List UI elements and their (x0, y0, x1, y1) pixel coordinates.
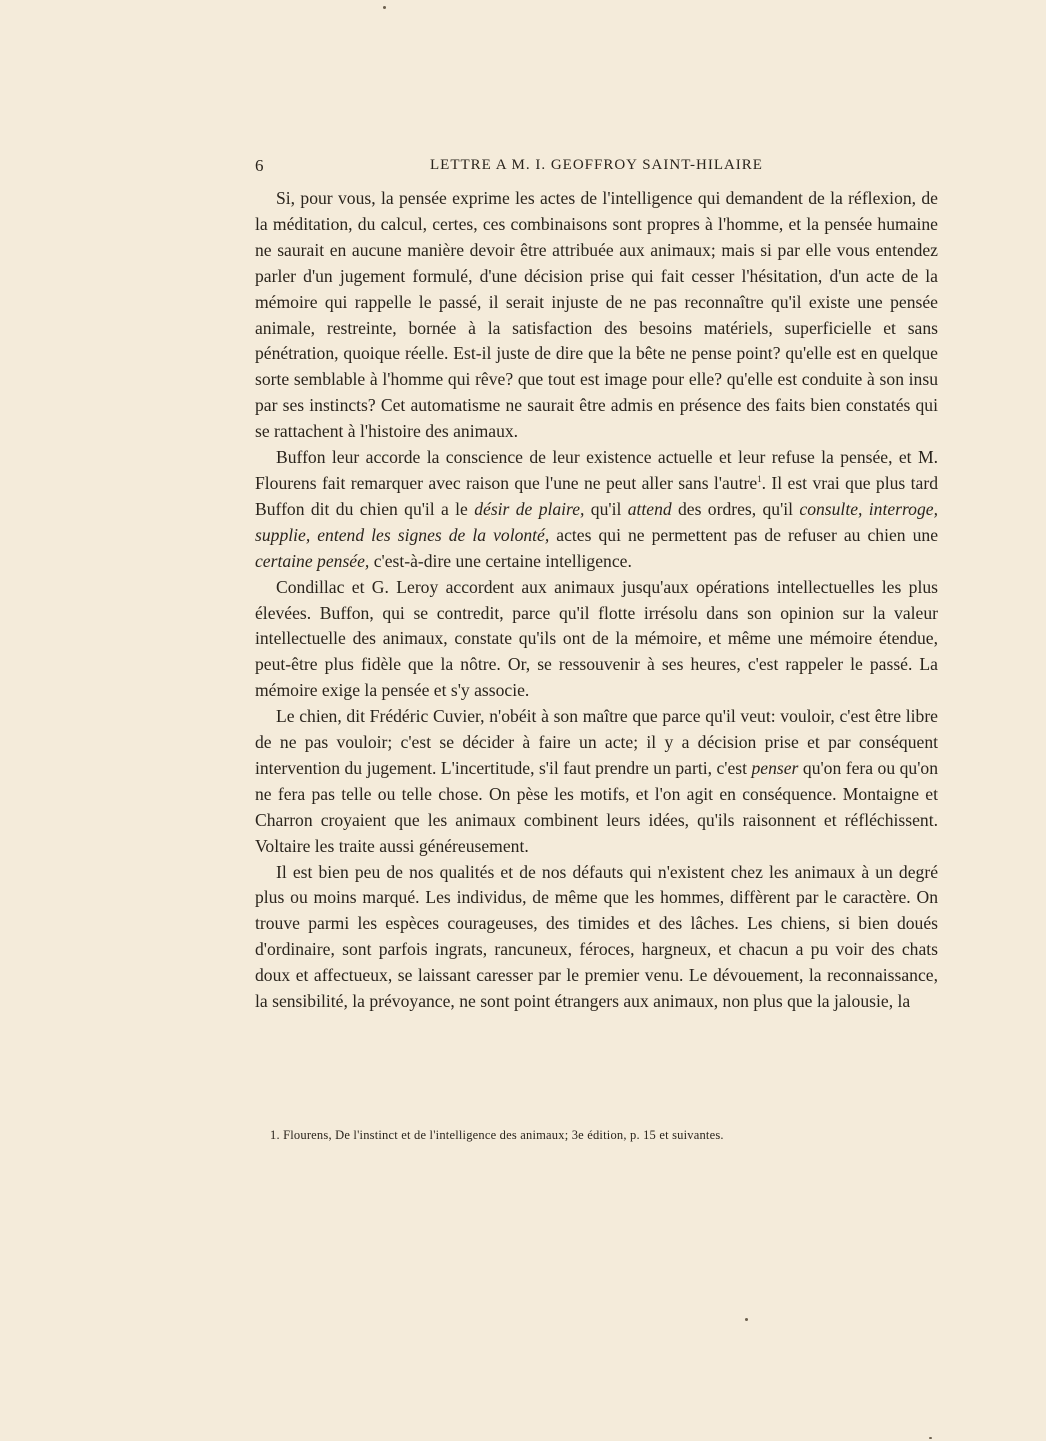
page-header (255, 156, 938, 178)
text-run: . Il est vrai que plus tard Buffon dit du chien qu'il a le (255, 472, 938, 519)
footnote: 1. Flourens, De l'instinct et de l'intelligence des animaux; 3e édition, p. 15 et suivantes. (270, 1128, 724, 1142)
text-run: actes qui ne permettent pas de refuser au chien une (549, 524, 939, 545)
italic-phrase: consulte, interroge, supplie, entend les signes de la volonté, (255, 498, 938, 545)
paper-speck (929, 1437, 932, 1439)
running-title: LETTRE A M. I. GEOFFROY SAINT-HILAIRE (430, 157, 763, 173)
text-run: qu'il (584, 498, 628, 519)
page-number: 6 (255, 156, 265, 175)
footnote-reference: 1 (757, 474, 762, 485)
text-run: des ordres, qu'il (671, 498, 800, 519)
text-run: Buffon leur accorde la conscience de leur existence actuelle et leur refuse la pensée, et M. Flourens fait remarquer avec raison que l'une ne peut aller sans l'autre (255, 447, 938, 493)
paper-speck (745, 1318, 748, 1321)
paragraph-4 (255, 704, 938, 859)
italic-phrase: penser (751, 757, 799, 778)
italic-phrase: désir de plaire, (474, 498, 585, 519)
text-run: qu'on fera ou qu'on ne fera pas telle ou telle chose. On pèse les motifs, et l'on agit en conséquence. Montaigne et Charron croyaient que les animaux combinent leurs idées, qu'ils raisonnent et réfléchissent. Voltaire les traite aussi généreusement. (255, 757, 938, 856)
paper-speck (383, 6, 386, 9)
paragraph-1: Si, pour vous, la pensée exprime les actes de l'intelligence qui demandent de la réflexion, de la méditation, du calcul, certes, ces combinaisons sont propres à l'homme, et la pensée humaine ne saurait en aucune manière devoir être attribuée aux animaux; mais si par elle vous entendez parler d'un jugement formulé, d'une décision prise qui fait cesser l'hésitation, d'un acte de la mémoire qui rappelle le passé, il serait injuste de ne pas reconnaître qu'il existe une pensée animale, restreinte, bornée à la satisfaction des besoins matériels, superficielle et sans pénétration, quoique réelle. Est-il juste de dire que la bête ne pense point? qu'elle est en quelque sorte semblable à l'homme qui rêve? que tout est image pour elle? qu'elle est conduite à son insu par ses instincts? Cet automatisme ne saurait être admis en présence des faits bien constatés qui se rattachent à l'histoire des animaux. (255, 188, 938, 442)
paragraph-3: Condillac et G. Leroy accordent aux animaux jusqu'aux opérations intellectuelles les plus élevées. Buffon, qui se contredit, parce qu'il flotte irrésolu dans son opinion sur la valeur intellectuelle des animaux, constate qu'ils ont de la mémoire, et même une mémoire étendue, peut-être plus fidèle que la nôtre. Or, se ressouvenir à ses heures, c'est rappeler le passé. La mémoire exige la pensée et s'y associe. (255, 576, 938, 701)
body-text (255, 186, 938, 1015)
text-run: c'est-à-dire une certaine intelligence. (369, 550, 632, 571)
paragraph-2 (255, 445, 938, 575)
italic-phrase: attend (627, 498, 672, 519)
text-run: Le chien, dit Frédéric Cuvier, n'obéit à son maître que parce qu'il veut: vouloir, c'est être libre de ne pas vouloir; c'est se décider à faire un acte; il y a décision prise et par conséquent intervention du jugement. L'incertitude, s'il faut prendre un parti, c'est (255, 706, 938, 778)
italic-phrase: certaine pensée, (255, 550, 370, 571)
paragraph-5: Il est bien peu de nos qualités et de nos défauts qui n'existent chez les animaux à un degré plus ou moins marqué. Les individus, de même que les hommes, diffèrent par le caractère. On trouve parmi les espèces courageuses, des timides et des lâches. Les chiens, si bien doués d'ordinaire, sont parfois ingrats, rancuneux, féroces, hargneux, et chacun a pu voir des chats doux et affectueux, se laissant caresser par le premier venu. Le dévouement, la reconnaissance, la sensibilité, la prévoyance, ne sont point étrangers aux animaux, non plus que la jalousie, la (255, 861, 938, 1012)
